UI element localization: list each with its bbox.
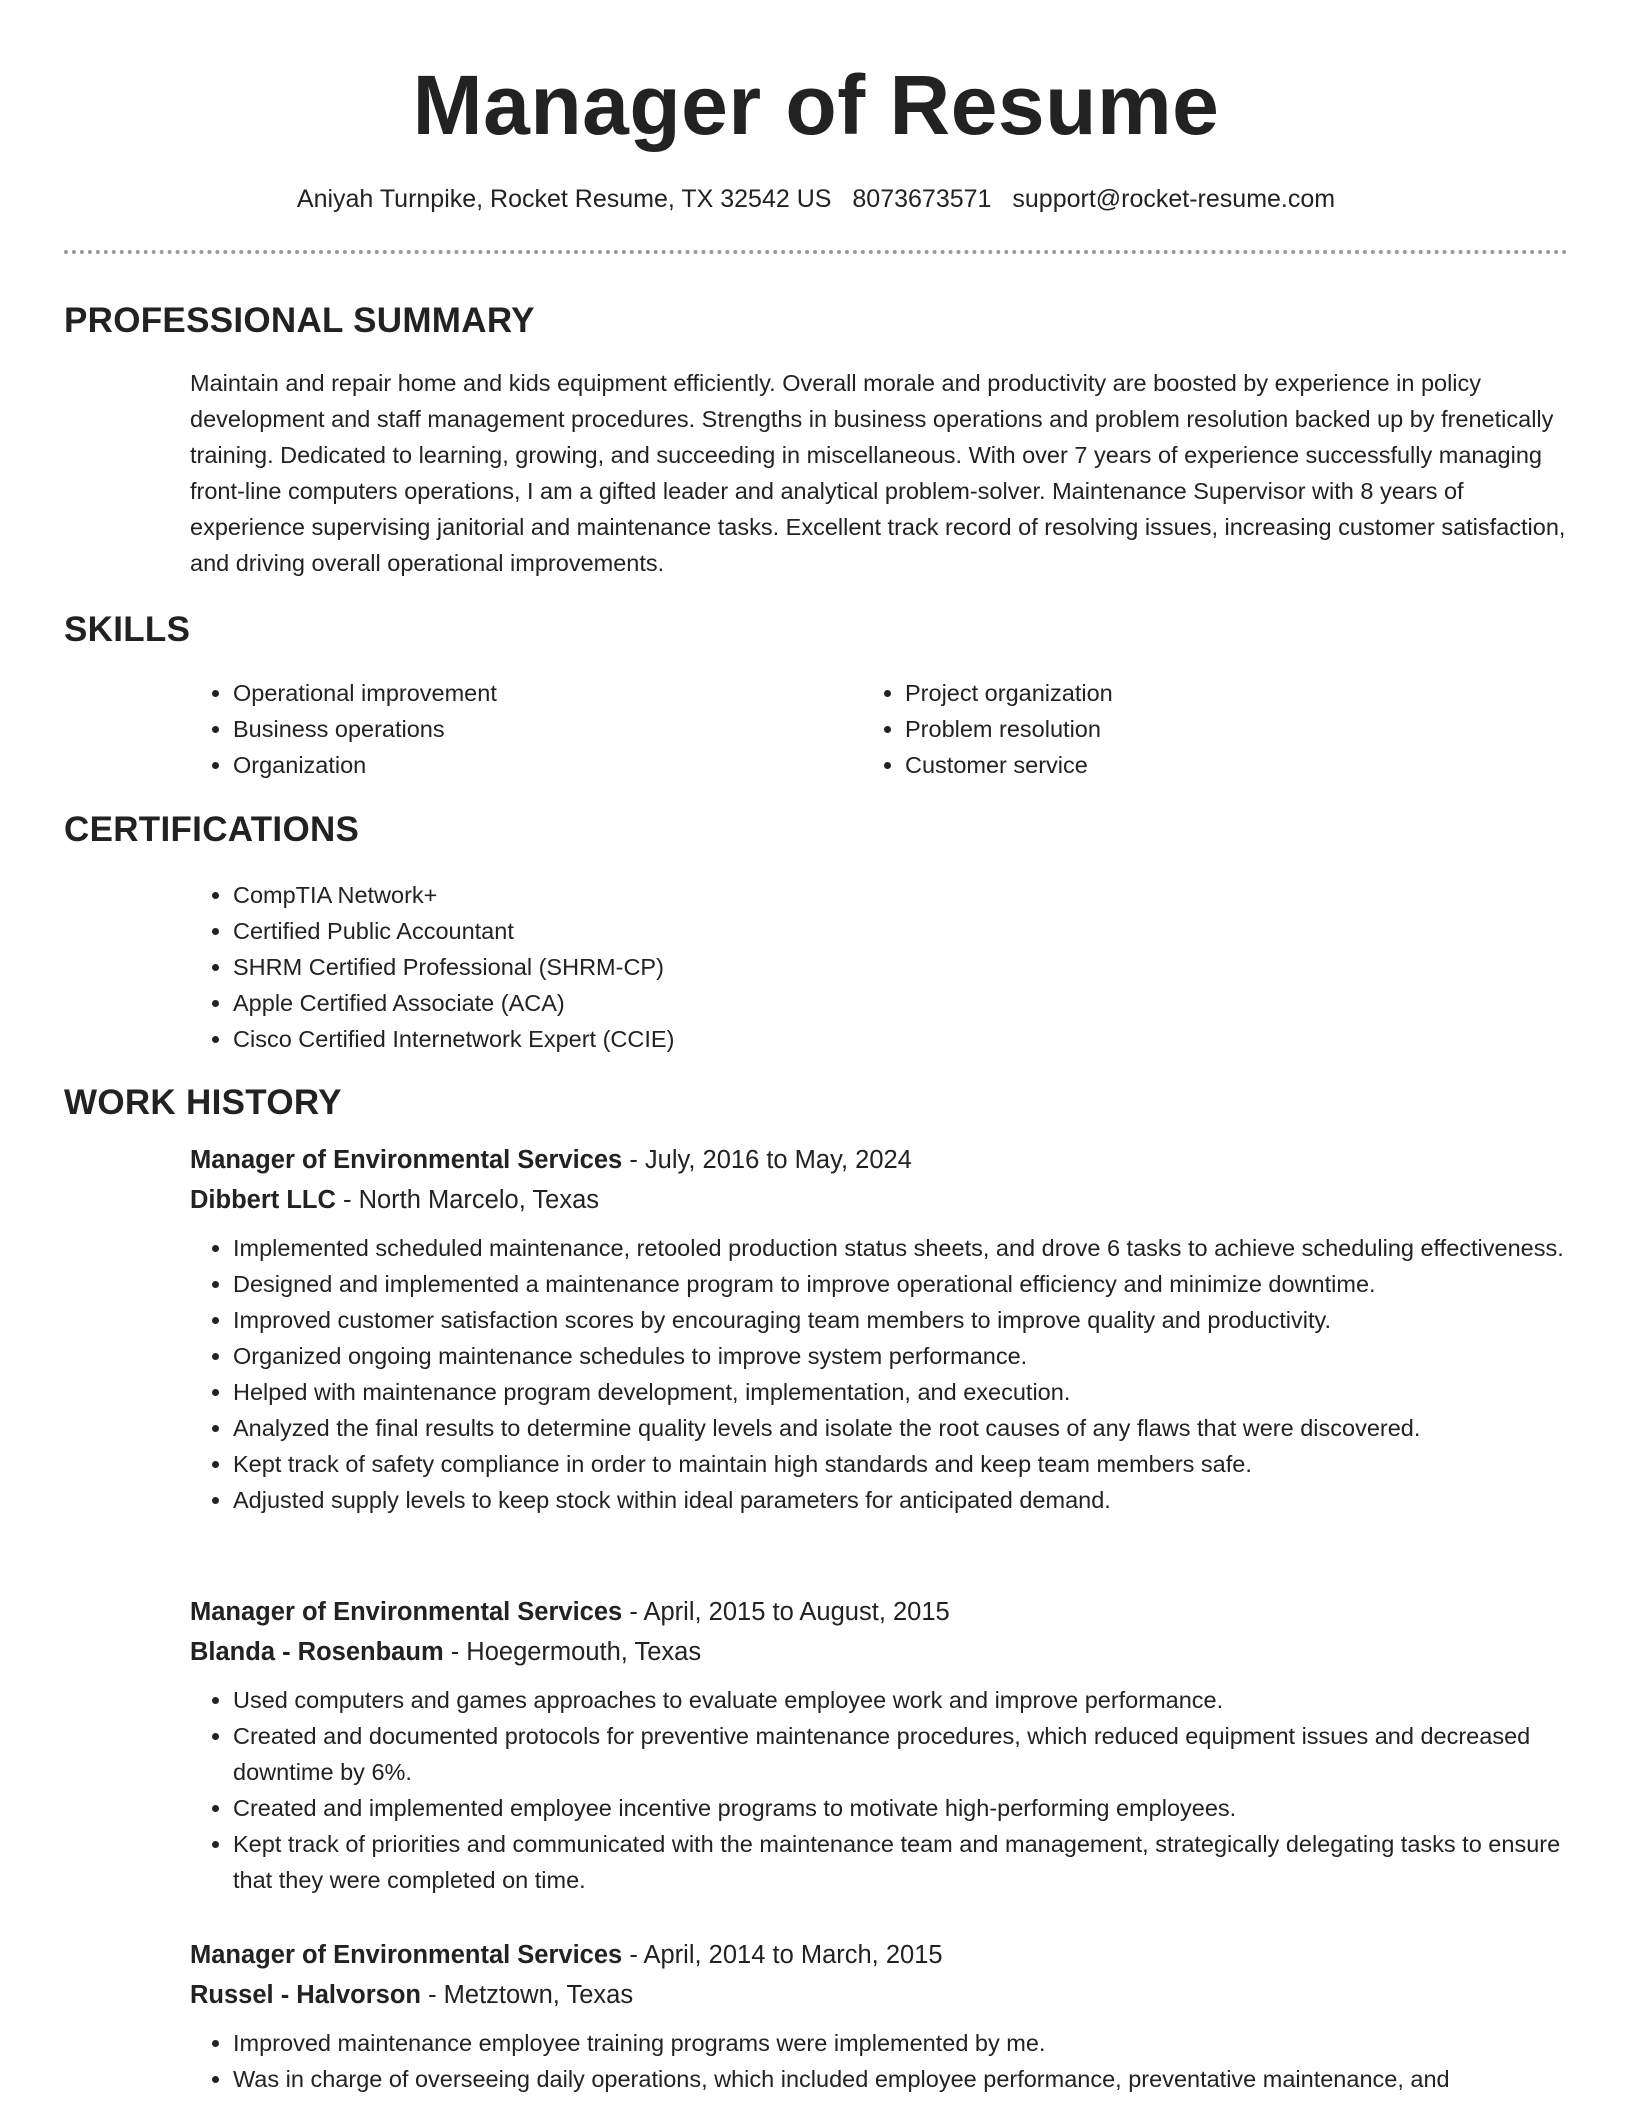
job-company: Russel - Halvorson	[190, 1981, 421, 2009]
job-dates: - July, 2016 to May, 2024	[622, 1146, 912, 1174]
section-title-summary: PROFESSIONAL SUMMARY	[64, 301, 535, 340]
job-entry	[190, 1935, 1570, 2097]
job-location: - North Marcelo, Texas	[335, 1186, 600, 1214]
list-item: • Cisco Certified Internetwork Expert (CCIE)	[233, 1021, 674, 1057]
skills-right-list	[862, 675, 1113, 783]
list-item: • Analyzed the final results to determine quality levels and isolate the root causes of any flaws that were discovered.	[233, 1410, 1570, 1446]
contact-email: support@rocket-resume.com	[1012, 185, 1336, 213]
skills-left-column	[190, 675, 497, 783]
certifications-list-wrap	[190, 877, 674, 1057]
list-item: • Business operations	[233, 711, 497, 747]
job-dates: - April, 2014 to March, 2015	[622, 1941, 943, 1969]
contact-address: Aniyah Turnpike, Rocket Resume, TX 32542 US	[296, 185, 832, 213]
job-entry	[190, 1140, 1570, 1518]
list-item: • Organized ongoing maintenance schedules to improve system performance.	[233, 1338, 1570, 1374]
list-item: • Operational improvement	[233, 675, 497, 711]
list-item: • Customer service	[905, 747, 1113, 783]
skills-right-column	[862, 675, 1113, 783]
job-company: Blanda - Rosenbaum	[190, 1638, 444, 1666]
job-dates: - April, 2015 to August, 2015	[622, 1598, 950, 1626]
summary-text: Maintain and repair home and kids equipment efficiently. Overall morale and productivity are boosted by experience in policy development and staff management procedures. Strengths in business operations and problem resolution backed up by frenetically training. Dedicated to learning, growing, and succeeding in miscellaneous. With over 7 years of experience successfully managing front-line computers operations, I am a gifted leader and analytical problem-solver. Maintenance Supervisor with 8 years of experience supervising janitorial and maintenance tasks. Excellent track record of resolving issues, increasing customer satisfaction, and driving overall operational improvements.	[190, 370, 1566, 576]
list-item: • Designed and implemented a maintenance program to improve operational efficiency and minimize downtime.	[233, 1266, 1570, 1302]
job-company: Dibbert LLC	[190, 1186, 336, 1214]
job-bullets	[190, 2025, 1570, 2097]
list-item: • Organization	[233, 747, 497, 783]
list-item: • Was in charge of overseeing daily operations, which included employee performance, preventative maintenance, and	[233, 2061, 1570, 2097]
certifications-list	[190, 877, 674, 1057]
section-title-work-history: WORK HISTORY	[64, 1083, 342, 1122]
list-item: • Problem resolution	[905, 711, 1113, 747]
job-title: Manager of Environmental Services	[190, 1598, 623, 1626]
job-title-line	[190, 1592, 1570, 1632]
list-item: • Improved customer satisfaction scores by encouraging team members to improve quality and productivity.	[233, 1302, 1570, 1338]
header-divider	[64, 250, 1568, 254]
job-bullets	[190, 1682, 1570, 1898]
job-entry	[190, 1592, 1570, 1898]
job-location: - Metztown, Texas	[420, 1981, 634, 2009]
list-item: • Improved maintenance employee training programs were implemented by me.	[233, 2025, 1570, 2061]
section-title-certifications: CERTIFICATIONS	[64, 810, 360, 849]
job-title: Manager of Environmental Services	[190, 1146, 623, 1174]
contact-phone: 8073673571	[852, 185, 992, 213]
list-item: • Project organization	[905, 675, 1113, 711]
job-company-line	[190, 1180, 1570, 1220]
job-company-line	[190, 1975, 1570, 2015]
list-item: • Kept track of priorities and communicated with the maintenance team and management, strategically delegating tasks to ensure that they were completed on time.	[233, 1826, 1570, 1898]
list-item: • Apple Certified Associate (ACA)	[233, 985, 674, 1021]
job-bullets	[190, 1230, 1570, 1518]
job-company-line	[190, 1632, 1570, 1672]
resume-name: Manager of Resume	[412, 58, 1220, 152]
list-item: • Adjusted supply levels to keep stock within ideal parameters for anticipated demand.	[233, 1482, 1570, 1518]
list-item: • Helped with maintenance program development, implementation, and execution.	[233, 1374, 1570, 1410]
list-item: • SHRM Certified Professional (SHRM-CP)	[233, 949, 674, 985]
list-item: • Implemented scheduled maintenance, retooled production status sheets, and drove 6 tasks to achieve scheduling effectiveness.	[233, 1230, 1570, 1266]
list-item: • Created and implemented employee incentive programs to motivate high-performing employees.	[233, 1790, 1570, 1826]
list-item: • Certified Public Accountant	[233, 913, 674, 949]
job-location: - Hoegermouth, Texas	[443, 1638, 702, 1666]
list-item: • CompTIA Network+	[233, 877, 674, 913]
job-title: Manager of Environmental Services	[190, 1941, 623, 1969]
job-title-line	[190, 1140, 1570, 1180]
list-item: • Used computers and games approaches to evaluate employee work and improve performance.	[233, 1682, 1570, 1718]
list-item: • Created and documented protocols for preventive maintenance procedures, which reduced equipment issues and decreased downtime by 6%.	[233, 1718, 1570, 1790]
list-item: • Kept track of safety compliance in order to maintain high standards and keep team members safe.	[233, 1446, 1570, 1482]
section-title-skills: SKILLS	[64, 610, 191, 649]
contact-line	[0, 182, 1632, 216]
skills-left-list	[190, 675, 497, 783]
job-title-line	[190, 1935, 1570, 1975]
